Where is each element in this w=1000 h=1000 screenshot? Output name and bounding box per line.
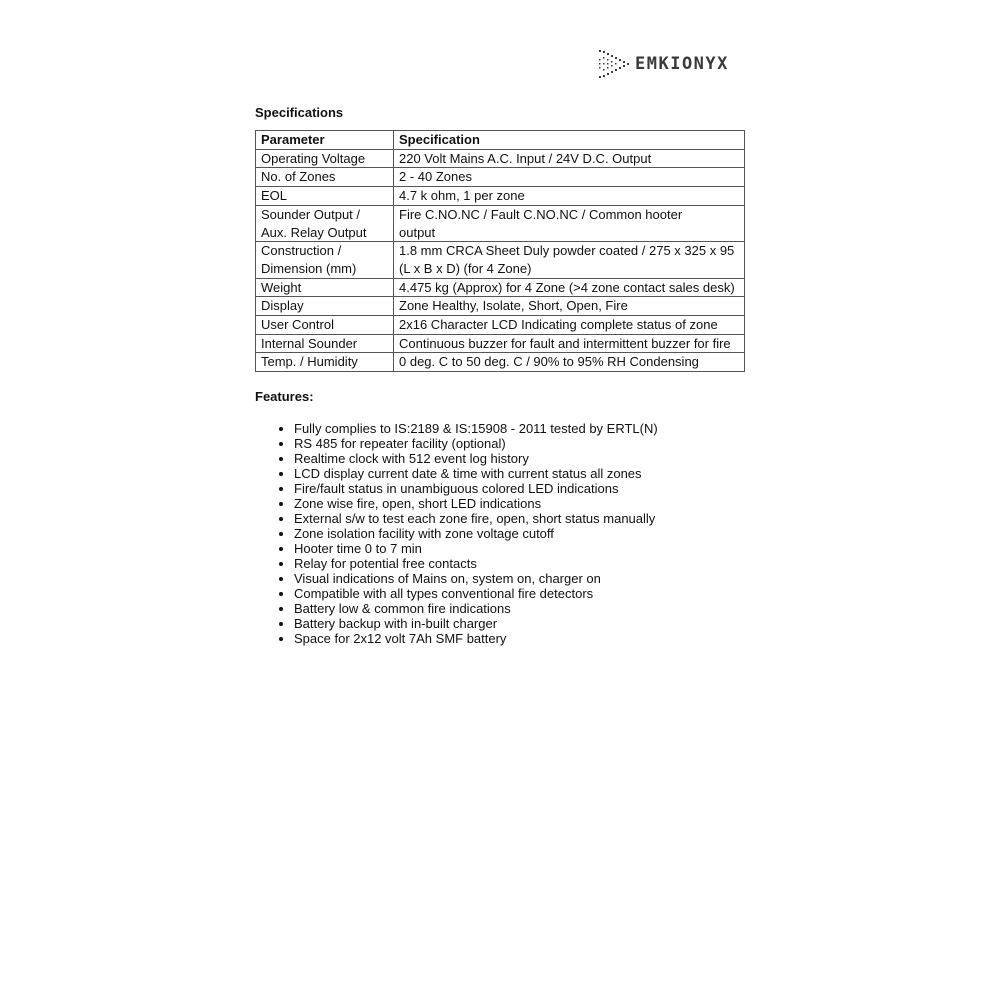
brand-name: EMKIONYX [635,54,729,74]
parameter-cell: Internal Sounder [256,334,394,353]
features-heading: Features: [255,389,314,404]
table-row [256,353,745,372]
parameter-cell: No. of Zones [256,168,394,187]
specification-cell: Fire C.NO.NC / Fault C.NO.NC / Common hooter output [394,205,745,241]
table-row [256,316,745,335]
feature-item: • LCD display current date & time with current status all zones [294,466,658,481]
feature-item: • Compatible with all types conventional fire detectors [294,586,658,601]
parameter-cell: Display [256,297,394,316]
parameter-cell: Temp. / Humidity [256,353,394,372]
table-header-row [256,131,745,150]
specification-cell: 2x16 Character LCD Indicating complete status of zone [394,316,745,335]
table-row [256,187,745,206]
feature-item: • Zone wise fire, open, short LED indications [294,496,658,511]
table-row [256,242,745,278]
feature-item: • Zone isolation facility with zone voltage cutoff [294,526,658,541]
feature-item: • External s/w to test each zone fire, open, short status manually [294,511,658,526]
parameter-cell: Operating Voltage [256,149,394,168]
feature-item: • Visual indications of Mains on, system on, charger on [294,571,658,586]
column-header-parameter: Parameter [256,131,394,150]
feature-item: • Fully complies to IS:2189 & IS:15908 - 2011 tested by ERTL(N) [294,421,658,436]
table-row [256,168,745,187]
table-row [256,297,745,316]
specifications-table [255,130,745,372]
feature-item: • RS 485 for repeater facility (optional) [294,436,658,451]
parameter-cell: Sounder Output / Aux. Relay Output [256,205,394,241]
feature-item: • Space for 2x12 volt 7Ah SMF battery [294,631,658,646]
table-row [256,149,745,168]
specification-cell: 2 - 40 Zones [394,168,745,187]
specification-cell: 0 deg. C to 50 deg. C / 90% to 95% RH Condensing [394,353,745,372]
specification-cell: 4.7 k ohm, 1 per zone [394,187,745,206]
logo-arrow-dots-icon [597,48,631,80]
feature-item: • Fire/fault status in unambiguous colored LED indications [294,481,658,496]
feature-item: • Relay for potential free contacts [294,556,658,571]
table-row [256,278,745,297]
specification-cell: Zone Healthy, Isolate, Short, Open, Fire [394,297,745,316]
parameter-cell: User Control [256,316,394,335]
features-list [255,421,658,646]
table-row [256,205,745,241]
feature-item: • Battery low & common fire indications [294,601,658,616]
parameter-cell: Construction / Dimension (mm) [256,242,394,278]
brand-logo [597,48,729,80]
table-row [256,334,745,353]
specification-cell: 4.475 kg (Approx) for 4 Zone (>4 zone contact sales desk) [394,278,745,297]
specification-cell: Continuous buzzer for fault and intermittent buzzer for fire [394,334,745,353]
parameter-cell: EOL [256,187,394,206]
parameter-cell: Weight [256,278,394,297]
feature-item: • Battery backup with in-built charger [294,616,658,631]
specification-cell: 220 Volt Mains A.C. Input / 24V D.C. Output [394,149,745,168]
feature-item: • Realtime clock with 512 event log history [294,451,658,466]
specification-cell: 1.8 mm CRCA Sheet Duly powder coated / 275 x 325 x 95 (L x B x D) (for 4 Zone) [394,242,745,278]
column-header-specification: Specification [394,131,745,150]
specifications-heading: Specifications [255,105,344,120]
feature-item: • Hooter time 0 to 7 min [294,541,658,556]
